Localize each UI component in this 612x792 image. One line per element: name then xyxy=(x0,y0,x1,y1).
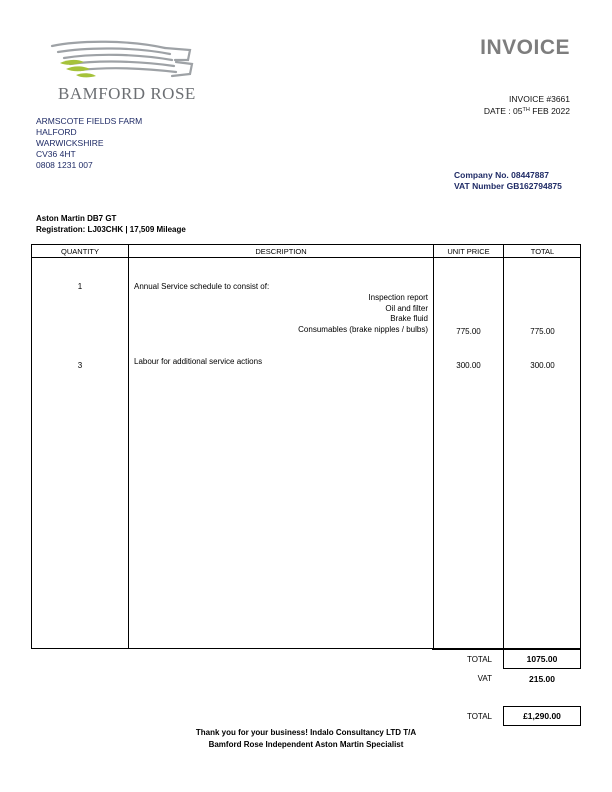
address-line: ARMSCOTE FIELDS FARM xyxy=(36,116,143,126)
column-divider xyxy=(503,245,504,648)
address-line: HALFORD xyxy=(36,127,77,137)
vat-label: VAT xyxy=(477,674,492,683)
header-divider xyxy=(32,257,580,258)
subtotal-value: 1075.00 xyxy=(526,654,558,664)
row-description: Labour for additional service actions xyxy=(134,357,263,366)
line-items-table xyxy=(31,244,581,649)
row-quantity: 3 xyxy=(77,361,83,370)
row-sub-items xyxy=(134,293,428,335)
company-info xyxy=(454,170,562,192)
grand-total-label: TOTAL xyxy=(466,712,492,721)
vehicle-info xyxy=(36,213,186,235)
totals-top-border xyxy=(432,649,503,650)
footer-line: Bamford Rose Independent Aston Martin Specialist xyxy=(208,739,404,749)
footer-note xyxy=(0,727,612,750)
invoice-meta xyxy=(484,94,570,117)
vat-value: 215.00 xyxy=(529,674,555,684)
invoice-number: INVOICE #3661 xyxy=(509,94,570,104)
row-total: 300.00 xyxy=(530,361,555,370)
column-divider xyxy=(433,245,434,648)
phone-number: 0808 1231 007 xyxy=(36,160,93,170)
row-description: Annual Service schedule to consist of: xyxy=(134,282,270,291)
winged-car-emblem-icon xyxy=(40,38,200,88)
row-unit-price: 300.00 xyxy=(456,361,481,370)
sub-item: Brake fluid xyxy=(390,314,428,323)
footer-line: Thank you for your business! Indalo Consultancy LTD T/A xyxy=(195,728,417,737)
header-description: DESCRIPTION xyxy=(255,247,307,256)
brand-name: BAMFORD ROSE xyxy=(58,84,196,103)
company-number: Company No. 08447887 xyxy=(454,170,549,180)
address-line: WARWICKSHIRE xyxy=(36,138,104,148)
grand-total-value: £1,290.00 xyxy=(523,711,561,721)
vehicle-model: Aston Martin DB7 GT xyxy=(36,214,117,223)
header-unit-price: UNIT PRICE xyxy=(447,247,490,256)
row-total: 775.00 xyxy=(530,327,555,336)
row-quantity: 1 xyxy=(77,282,83,291)
subtotal-label: TOTAL xyxy=(466,655,492,664)
row-unit-price: 775.00 xyxy=(456,327,481,336)
invoice-date: DATE : 05TH FEB 2022 xyxy=(483,106,570,116)
header-quantity: QUANTITY xyxy=(61,247,99,256)
sub-item: Consumables (brake nipples / bulbs) xyxy=(298,324,428,334)
vehicle-registration: Registration: LJ03CHK | 17,509 Mileage xyxy=(36,225,186,234)
invoice-title: INVOICE xyxy=(480,36,570,59)
vat-number: VAT Number GB162794875 xyxy=(454,181,562,191)
column-divider xyxy=(128,245,129,648)
header-total: TOTAL xyxy=(530,247,555,256)
sub-item: Oil and filter xyxy=(385,303,428,313)
sub-item: Inspection report xyxy=(368,293,428,302)
address-line: CV36 4HT xyxy=(36,149,76,159)
business-address xyxy=(36,116,142,171)
